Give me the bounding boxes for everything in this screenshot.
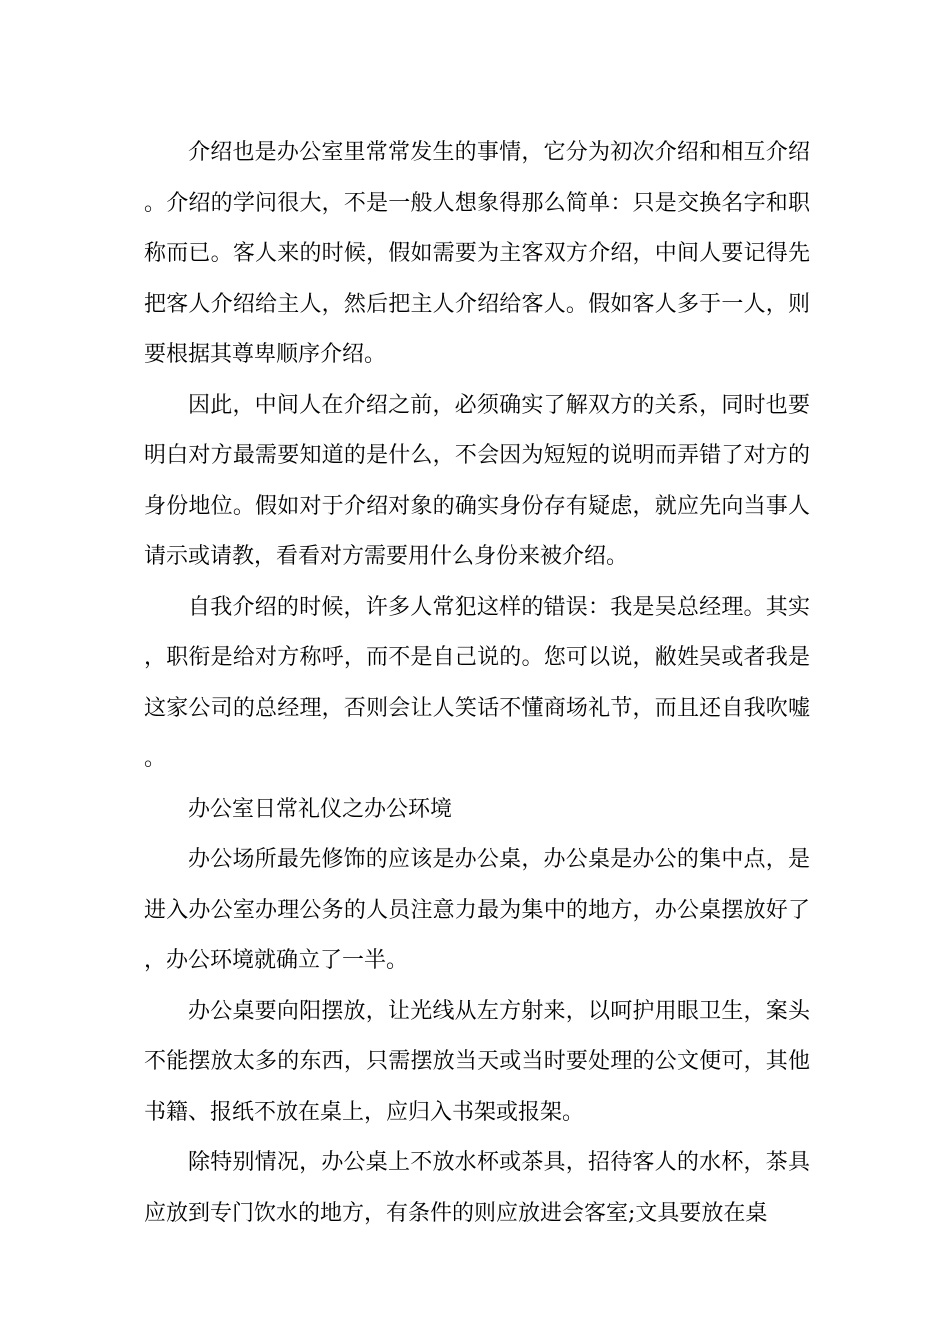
paragraph-introduction: 介绍也是办公室里常常发生的事情，它分为初次介绍和相互介绍。介绍的学问很大，不是一般人想象得那么简单：只是交换名字和职称而已。客人来的时候，假如需要为主客双方介绍，中间人要记得先把客人介绍给主人，然后把主人介绍给客人。假如客人多于一人，则要根据其尊卑顺序介绍。	[144, 140, 810, 367]
section-heading: 办公室日常礼仪之办公环境	[188, 796, 453, 822]
paragraph-desk-focus: 办公场所最先修饰的应该是办公桌，办公桌是办公的集中点，是进入办公室办理公务的人员注意力最为集中的地方，办公桌摆放好了，办公环境就确立了一半。	[144, 847, 810, 973]
paragraph-desk-items: 除特别情况，办公桌上不放水杯或茶具，招待客人的水杯，茶具应放到专门饮水的地方，有条件的则应放进会客室;文具要放在桌	[144, 1150, 810, 1226]
paragraph-self-introduction: 自我介绍的时候，许多人常犯这样的错误：我是吴总经理。其实，职衔是给对方称呼，而不是自己说的。您可以说，敝姓吴或者我是这家公司的总经理，否则会让人笑话不懂商场礼节，而且还自我吹嘘。	[144, 594, 810, 771]
paragraph-desk-placement: 办公桌要向阳摆放，让光线从左方射来，以呵护用眼卫生，案头不能摆放太多的东西，只需摆放当天或当时要处理的公文便可，其他书籍、报纸不放在桌上，应归入书架或报架。	[144, 998, 810, 1125]
paragraph-intermediary: 因此，中间人在介绍之前，必须确实了解双方的关系，同时也要明白对方最需要知道的是什么，不会因为短短的说明而弄错了对方的身份地位。假如对于介绍对象的确实身份存有疑虑，就应先向当事人请示或请教，看看对方需要用什么身份来被介绍。	[144, 392, 810, 569]
document-body	[144, 128, 810, 1239]
